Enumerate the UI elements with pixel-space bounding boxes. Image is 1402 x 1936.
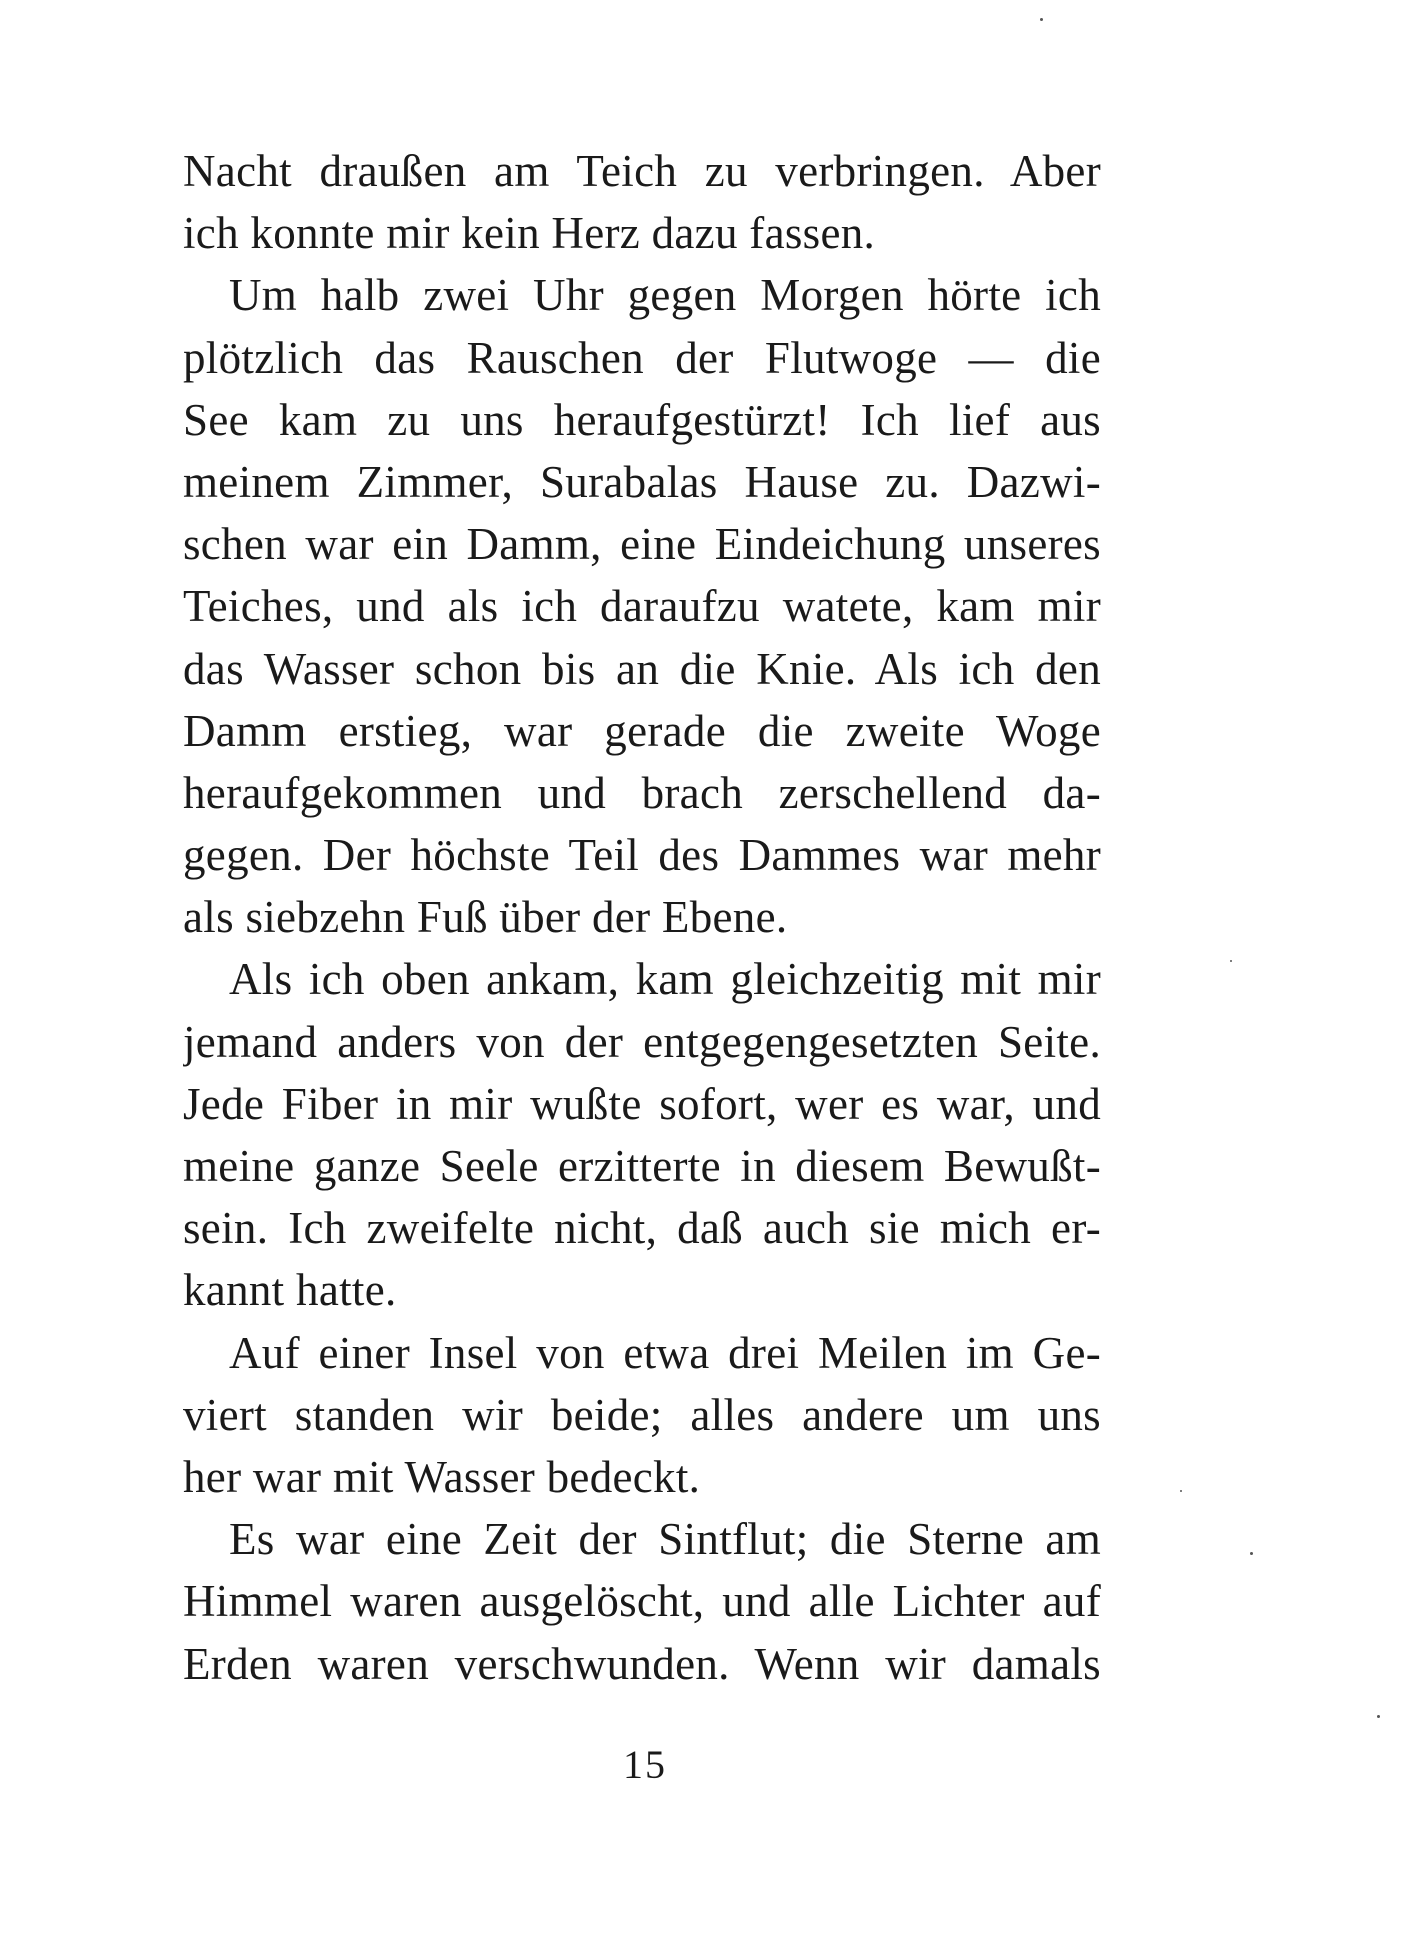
scan-speck [1180,1490,1182,1492]
text-line: Jede Fiber in mir wußte sofort, wer es war, und [183,1078,1101,1129]
body-text [183,140,1101,1695]
text-line: meine ganze Seele erzitterte in diesem Bewußt- [183,1141,1101,1191]
text-line: sein. Ich zweifelte nicht, daß auch sie mich er- [183,1203,1101,1254]
text-line: gegen. Der höchste Teil des Dammes war mehr [183,830,1101,881]
text-line: Erden waren verschwunden. Wenn wir damals [183,1638,1101,1689]
scan-speck [1250,1552,1253,1555]
text-line: Als ich oben ankam, kam gleichzeitig mit mir [229,954,1101,1005]
text-line: jemand anders von der entgegengesetzten Seite. [183,1016,1101,1067]
page-number: 15 [623,1742,667,1787]
text-line: heraufgekommen und brach zerschellend da- [183,767,1101,818]
text-line: Teiches, und als ich daraufzu watete, kam mir [183,581,1101,632]
scan-speck [1230,960,1232,962]
text-line: her war mit Wasser bedeckt. [183,1451,701,1502]
text-line: Um halb zwei Uhr gegen Morgen hörte ich [229,270,1101,321]
text-line: viert standen wir beide; alles andere um uns [183,1389,1101,1440]
text-line: Damm erstieg, war gerade die zweite Woge [183,705,1101,756]
text-line: meinem Zimmer, Surabalas Hause zu. Dazwi- [183,456,1101,507]
text-line: das Wasser schon bis an die Knie. Als ich den [183,643,1101,694]
scan-speck [1040,18,1043,21]
text-line: Himmel waren ausgelöscht, und alle Lichter auf [183,1576,1101,1627]
text-line: See kam zu uns heraufgestürzt! Ich lief aus [183,394,1101,445]
text-line: schen war ein Damm, eine Eindeichung unseres [183,519,1101,570]
scan-speck [1377,1715,1380,1718]
text-line: als siebzehn Fuß über der Ebene. [183,892,788,943]
text-line: Nacht draußen am Teich zu verbringen. Aber [183,146,1101,196]
text-line: kannt hatte. [183,1265,397,1316]
text-line: Auf einer Insel von etwa drei Meilen im Ge- [229,1327,1101,1378]
text-line: plötzlich das Rauschen der Flutwoge — die [183,332,1101,383]
text-line: Es war eine Zeit der Sintflut; die Sterne am [229,1514,1101,1565]
text-line: ich konnte mir kein Herz dazu fassen. [183,208,876,259]
